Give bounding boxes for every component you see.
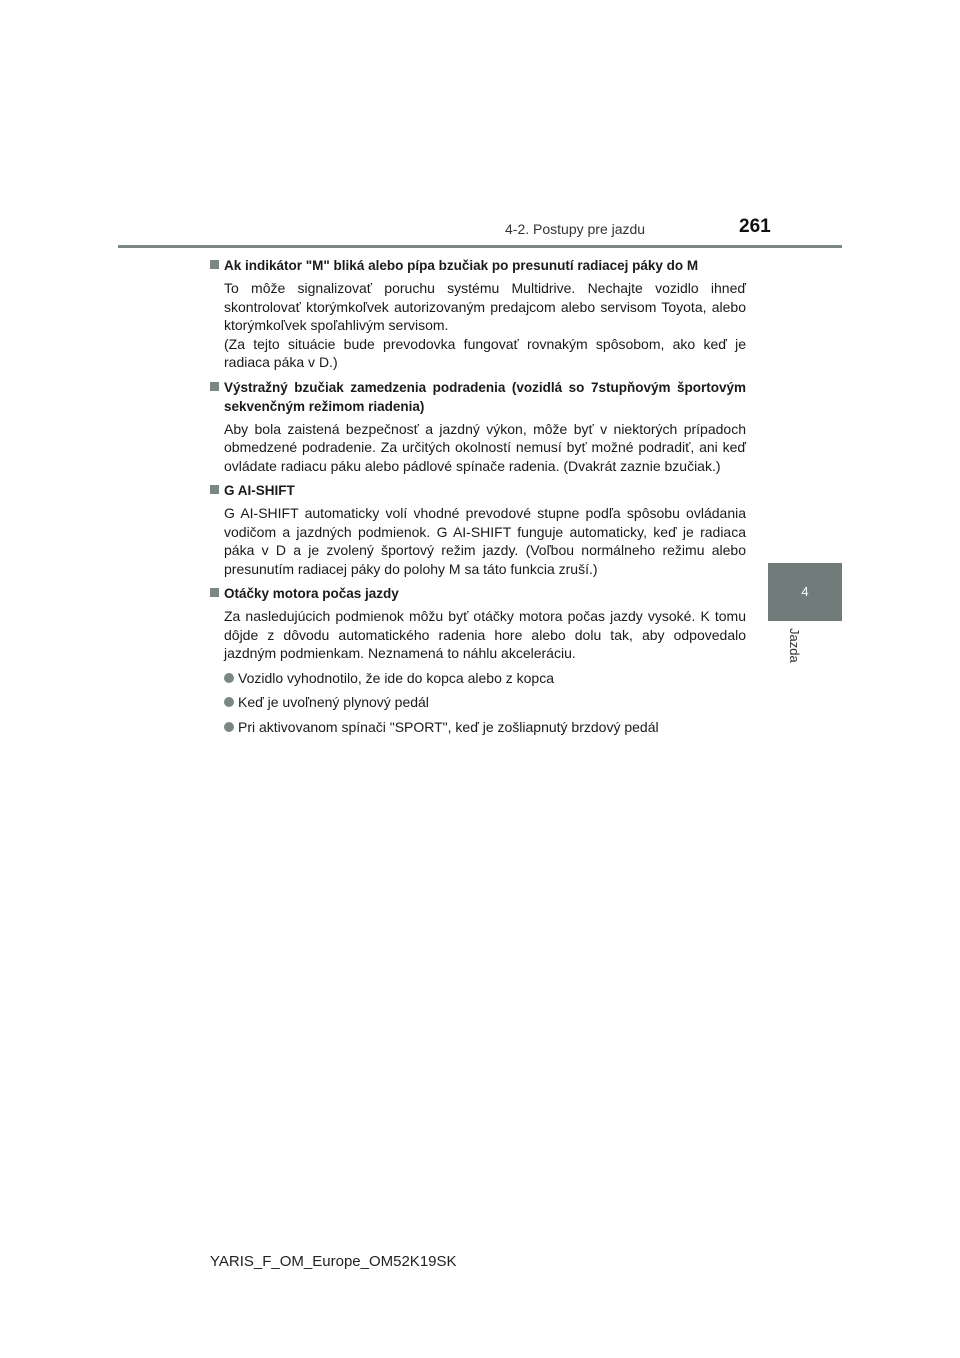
section-body <box>210 279 746 372</box>
chapter-tab <box>768 563 842 621</box>
list-item: Keď je uvoľnený plynový pedál <box>210 693 746 712</box>
circle-bullet-icon <box>224 697 234 707</box>
page-number: 261 <box>739 216 771 237</box>
header-divider <box>118 245 842 248</box>
square-bullet-icon <box>210 260 219 269</box>
section-heading: Ak indikátor "M" bliká alebo pípa bzučiak po presunutí radiacej páky do M <box>210 256 746 275</box>
circle-bullet-icon <box>224 722 234 732</box>
section-heading: Otáčky motora počas jazdy <box>210 584 746 603</box>
header-section-title: 4-2. Postupy pre jazdu <box>505 221 646 237</box>
list-item: Vozidlo vyhodnotilo, že ide do kopca alebo z kopca <box>210 669 746 688</box>
section-g-ai-shift <box>210 481 746 578</box>
section-heading: G AI-SHIFT <box>210 481 746 500</box>
square-bullet-icon <box>210 382 219 391</box>
chapter-label: Jazda <box>787 628 802 663</box>
section-m-indicator <box>210 256 746 372</box>
list-item: Pri aktivovanom spínači "SPORT", keď je zošliapnutý brzdový pedál <box>210 718 746 737</box>
body-paragraph: (Za tejto situácie bude prevodovka fungovať rovnakým spôsobom, ako keď je radiaca páka v D.) <box>224 335 746 370</box>
circle-bullet-icon <box>224 673 234 683</box>
body-paragraph: Aby bola zaistená bezpečnosť a jazdný výkon, môže byť v niektorých prípadoch obmedzené podradenie. Za určitých okolností nemusí byť možné podradiť, ani keď ovládate radiacu páku alebo pádlové spínače radenia. (Dvakrát zaznie bzučiak.) <box>224 420 746 474</box>
section-body <box>210 420 746 476</box>
page-content <box>210 256 746 742</box>
section-body <box>210 504 746 578</box>
section-heading: Výstražný bzučiak zamedzenia podradenia (vozidlá so 7stupňovým športovým sekvenčným režimom riadenia) <box>210 378 746 416</box>
body-paragraph: G AI-SHIFT automaticky volí vhodné prevodové stupne podľa spôsobu ovládania vodičom a jazdných podmienok. G AI-SHIFT funguje automaticky, keď je radiaca páka v D a je zvolený športový režim jazdy. (Voľbou normálneho režimu alebo presunutím radiacej páky do polohy M sa táto funkcia zruší.) <box>224 505 746 577</box>
chapter-number: 4 <box>801 584 809 599</box>
square-bullet-icon <box>210 588 219 597</box>
footer-document-id: YARIS_F_OM_Europe_OM52K19SK <box>210 1253 457 1270</box>
section-engine-speed <box>210 584 746 736</box>
section-body <box>210 607 746 663</box>
square-bullet-icon <box>210 485 219 494</box>
section-downshift-buzzer <box>210 378 746 476</box>
body-paragraph: To môže signalizovať poruchu systému Multidrive. Nechajte vozidlo ihneď skontrolovať ktorýmkoľvek autorizovaným predajcom alebo servisom Toyota, alebo ktorýmkoľvek spoľahlivým servisom. <box>224 280 746 333</box>
body-paragraph: Za nasledujúcich podmienok môžu byť otáčky motora počas jazdy vysoké. K tomu dôjde z dôvodu automatického radenia hore alebo dolu tak, aby odpovedalo jazdným podmienkam. Neznamená to náhlu akceleráciu. <box>224 608 746 661</box>
